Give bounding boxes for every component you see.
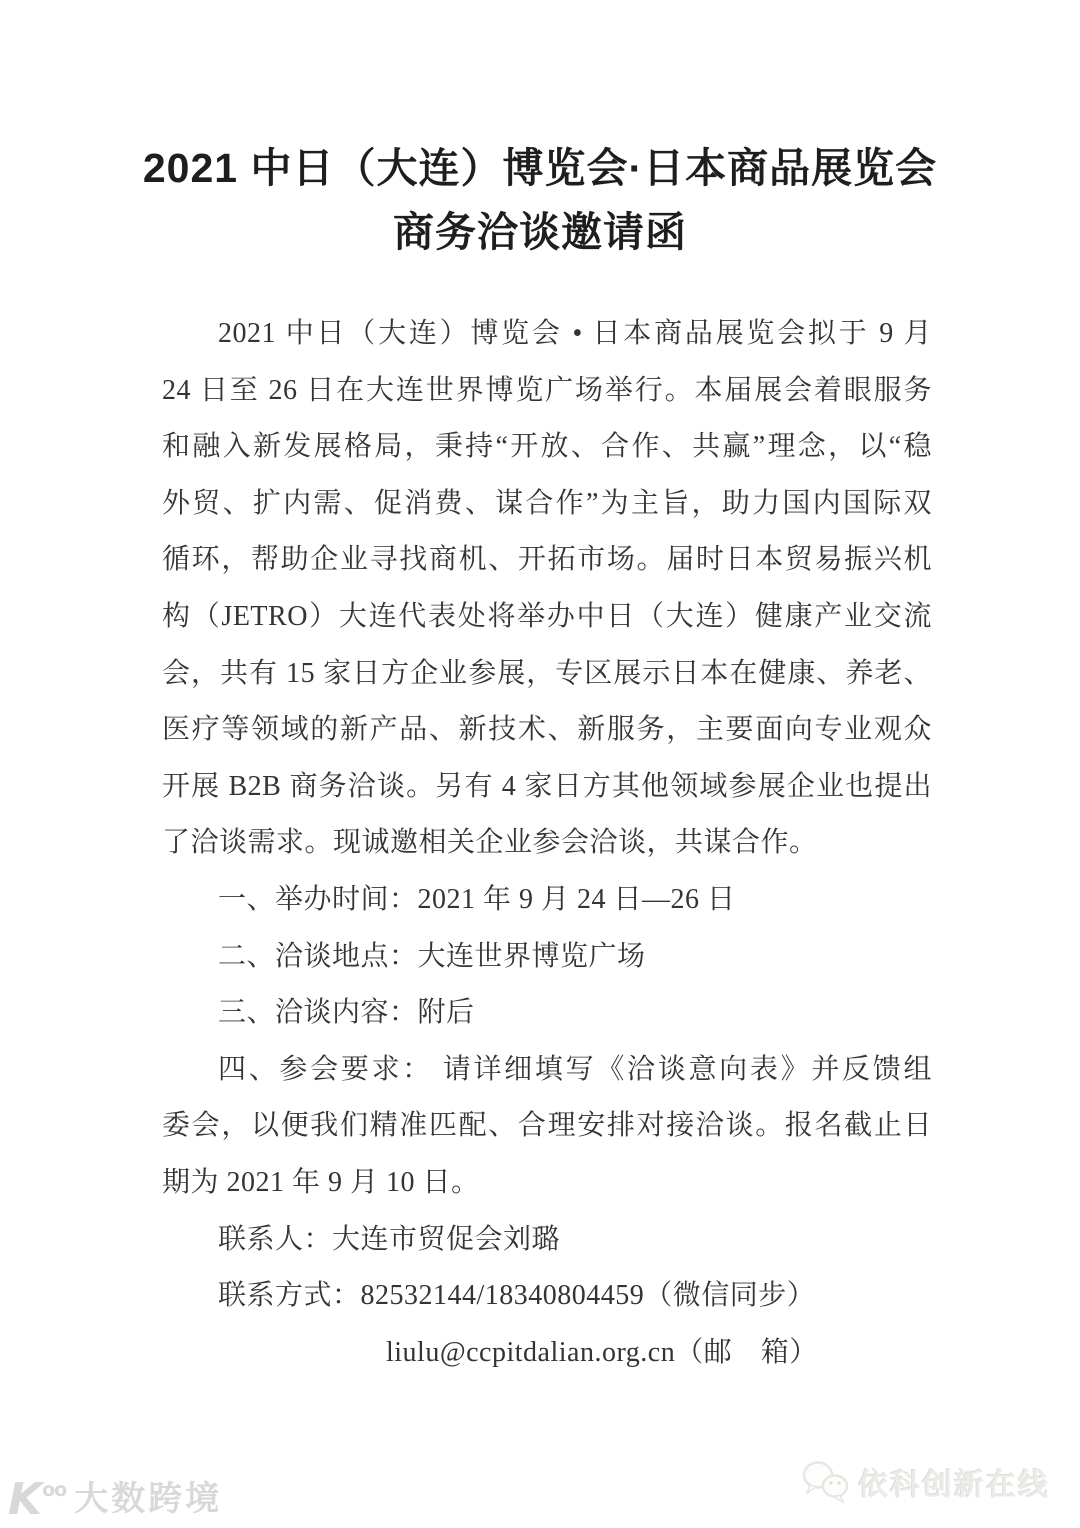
- body-line: 一、举办时间：2021 年 9 月 24 日—26 日: [218, 883, 736, 915]
- body-line: 和融入新发展格局，秉持“开放、合作、共赢”理念，以“稳: [162, 431, 932, 463]
- document-title: [0, 136, 1080, 264]
- body-line: 委会，以便我们精准匹配、合理安排对接洽谈。报名截止日: [162, 1110, 932, 1142]
- title-line-1: 2021 中日（大连）博览会·日本商品展览会: [142, 145, 938, 191]
- body-line: 会，共有 15 家日方企业参展，专区展示日本在健康、养老、: [162, 657, 932, 689]
- body-line: 四、参会要求： 请详细填写《洽谈意向表》并反馈组: [218, 1053, 932, 1085]
- logo-sup-glyph: oo: [42, 1479, 67, 1501]
- watermark-yike-label: 依科创新在线: [858, 1469, 1050, 1502]
- body-line: 期为 2021 年 9 月 10 日。: [162, 1166, 480, 1198]
- body-line: 开展 B2B 商务洽谈。另有 4 家日方其他领域参展企业也提出: [162, 770, 932, 802]
- body-line: liulu@ccpitdalian.org.cn（邮 箱）: [386, 1336, 818, 1368]
- body-line: 构（JETRO）大连代表处将举办中日（大连）健康产业交流: [162, 600, 932, 632]
- watermark-dashu-kuajing: [8, 1468, 223, 1525]
- dashu-kuajing-logo-icon: [8, 1468, 67, 1525]
- body-line: 联系方式：82532144/18340804459（微信同步）: [218, 1280, 816, 1312]
- logo-main-glyph: K: [8, 1474, 43, 1525]
- title-line-2: 商务洽谈邀请函: [393, 209, 687, 255]
- body-line: 医疗等领域的新产品、新技术、新服务，主要面向专业观众: [162, 714, 932, 746]
- body-line: 三、洽谈内容：附后: [218, 997, 475, 1029]
- body-line: 联系人：大连市贸促会刘璐: [218, 1223, 561, 1255]
- watermark-dashu-label: 大数跨境: [74, 1479, 223, 1518]
- watermark-yike: [802, 1460, 1050, 1504]
- body-line: 了洽谈需求。现诚邀相关企业参会洽谈，共谋合作。: [162, 827, 818, 859]
- body-line: 二、洽谈地点：大连世界博览广场: [218, 940, 646, 972]
- body-line: 2021 中日（大连）博览会 • 日本商品展览会拟于 9 月: [218, 318, 932, 349]
- body-line: 24 日至 26 日在大连世界博览广场举行。本届展会着眼服务: [162, 374, 932, 406]
- body-lines: [162, 306, 932, 1381]
- body-line: 外贸、扩内需、促消费、谋合作”为主旨，助力国内国际双: [162, 487, 932, 519]
- body-line: 循环，帮助企业寻找商机、开拓市场。届时日本贸易振兴机: [162, 544, 932, 576]
- wechat-bubbles-icon: [802, 1460, 852, 1504]
